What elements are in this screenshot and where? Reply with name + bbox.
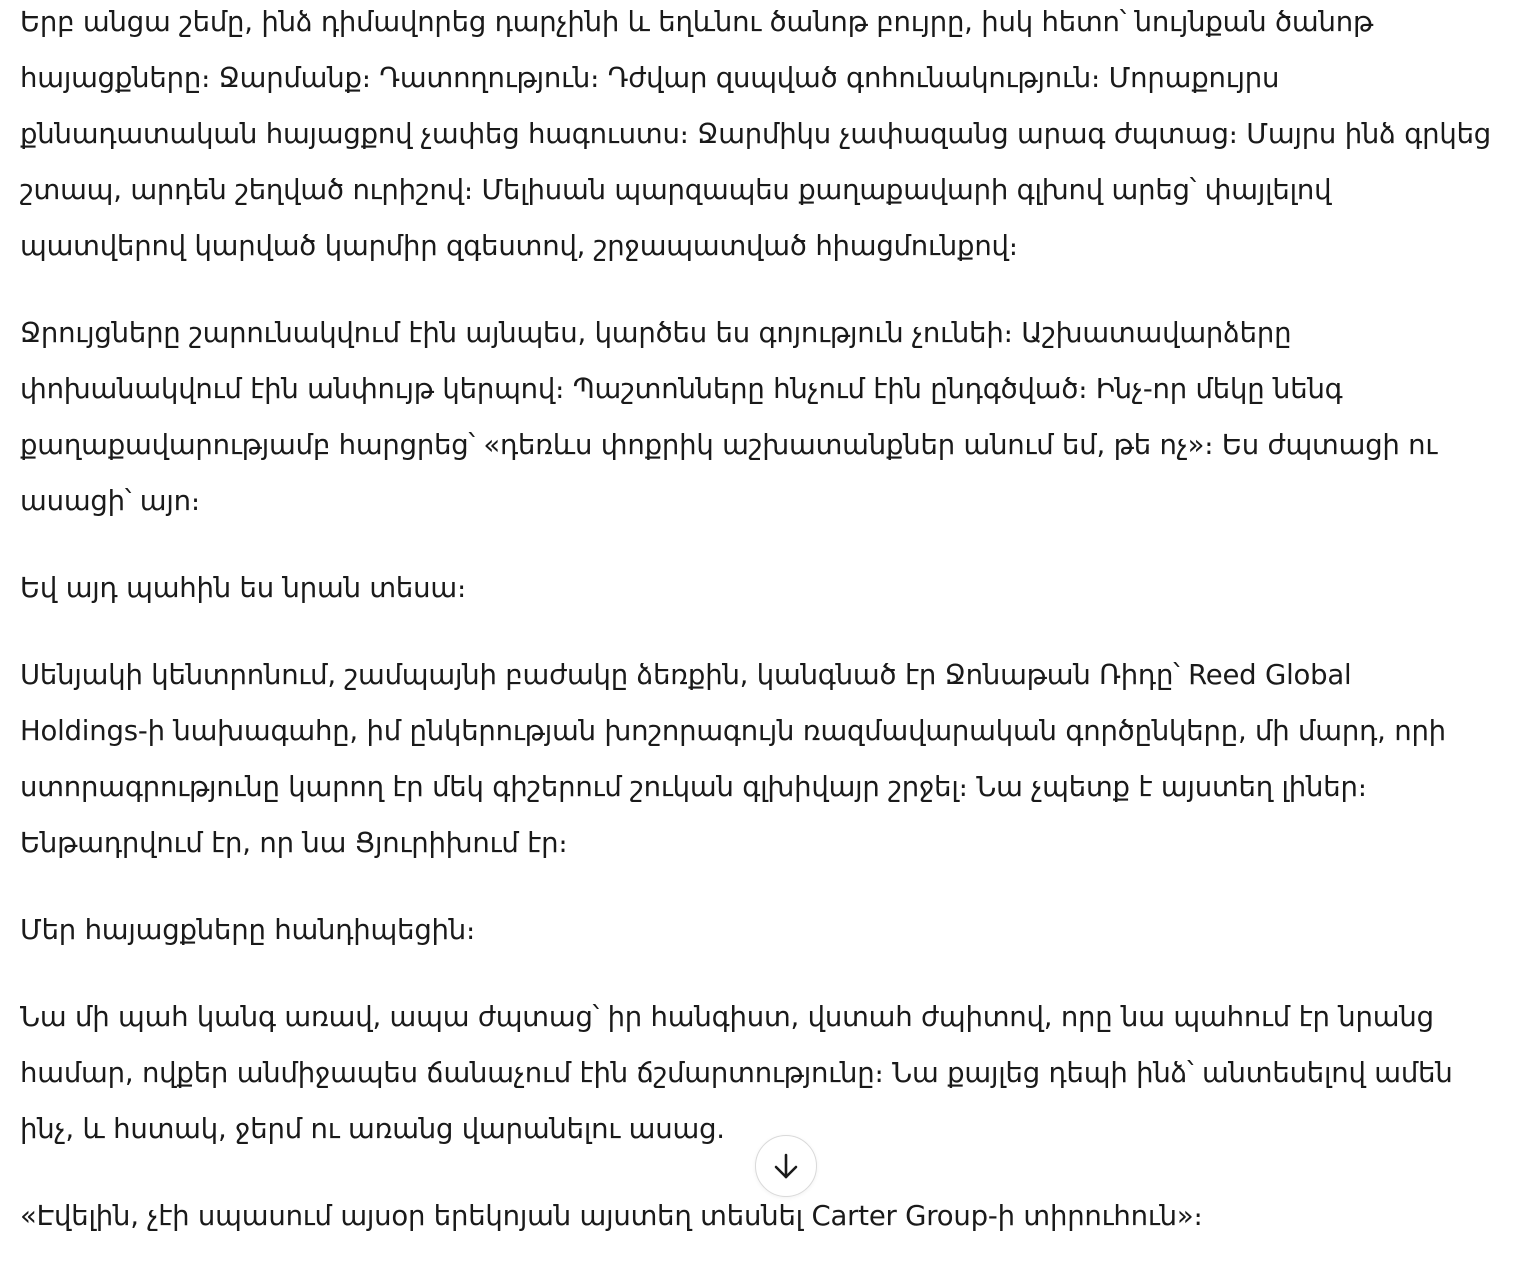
scroll-to-bottom-button[interactable] — [755, 1135, 817, 1197]
paragraph — [20, 305, 1540, 529]
text-line: ասացի՝ այո։ — [20, 485, 200, 517]
text-line: Մեր հայացքները հանդիպեցին։ — [20, 914, 476, 946]
text-line: Ջրույցները շարունակվում էին այնպես, կարծես ես գոյություն չունեի։ Աշխատավարձերը — [20, 317, 1292, 349]
text-line: Սենյակի կենտրոնում, շամպայնի բաժակը ձեռքին, կանգնած էր Ջոնաթան Ռիդը՝ Reed Global — [20, 659, 1352, 691]
text-line: Եվ այդ պահին ես նրան տեսա։ — [20, 572, 467, 604]
paragraph — [20, 647, 1540, 871]
text-line: ստորագրությունը կարող էր մեկ գիշերում շուկան գլխիվայր շրջել։ Նա չպետք է այստեղ լիներ։ — [20, 771, 1367, 803]
text-line: քաղաքավարությամբ հարցրեց՝ «դեռևս փոքրիկ աշխատանքներ անում եմ, թե ոչ»։ Ես ժպտացի ու — [20, 429, 1438, 461]
paragraph — [20, 902, 1540, 958]
paragraph — [20, 989, 1540, 1157]
text-line: Նա մի պահ կանգ առավ, ապա ժպտաց՝ իր հանգիստ, վստահ ժպիտով, որը նա պահում էր նրանց — [20, 1001, 1434, 1033]
text-line: համար, ովքեր անմիջապես ճանաչում էին ճշմարտությունը։ Նա քայլեց դեպի ինձ՝ անտեսելով ամեն — [20, 1057, 1453, 1089]
paragraph — [20, 0, 1540, 274]
text-line: շտապ, արդեն շեղված ուրիշով։ Մելիսան պարզապես քաղաքավարի գլխով արեց՝ փայլելով — [20, 174, 1332, 206]
text-line: հայացքները։ Ջարմանք։ Դատողություն։ Դժվար զսպված գոհունակություն։ Մորաքույրս — [20, 62, 1280, 94]
text-line: փոխանակվում էին անփույթ կերպով։ Պաշտոնները հնչում էին ընդգծված։ Ինչ-որ մեկը նենգ — [20, 373, 1343, 405]
text-line: Ենթադրվում էր, որ նա Ցյուրիխում էր։ — [20, 827, 568, 859]
paragraph — [20, 560, 1540, 616]
arrow-down-icon — [771, 1151, 801, 1181]
text-line: Holdings-ի նախագահը, իմ ընկերության խոշորագույն ռազմավարական գործընկերը, մի մարդ, որի — [20, 715, 1446, 747]
text-line: քննադատական հայացքով չափեց հագուստս։ Ջարմիկս չափազանց արագ ժպտաց։ Մայրս ինձ գրկեց — [20, 118, 1492, 150]
text-line: ինչ, և հստակ, ջերմ ու առանց վարանելու ասաց. — [20, 1113, 725, 1145]
article-body — [20, 0, 1540, 1275]
text-line: Երբ անցա շեմը, ինձ դիմավորեց դարչինի և եղևնու ծանոթ բույրը, իսկ հետո՝ նույնքան ծանոթ — [20, 6, 1374, 38]
text-line: պատվերով կարված կարմիր զգեստով, շրջապատված հիացմունքով։ — [20, 230, 1018, 262]
text-line: «Էվելին, չէի սպասում այսօր երեկոյան այստեղ տեսնել Carter Group-ի տիրուհուն»։ — [20, 1200, 1203, 1232]
